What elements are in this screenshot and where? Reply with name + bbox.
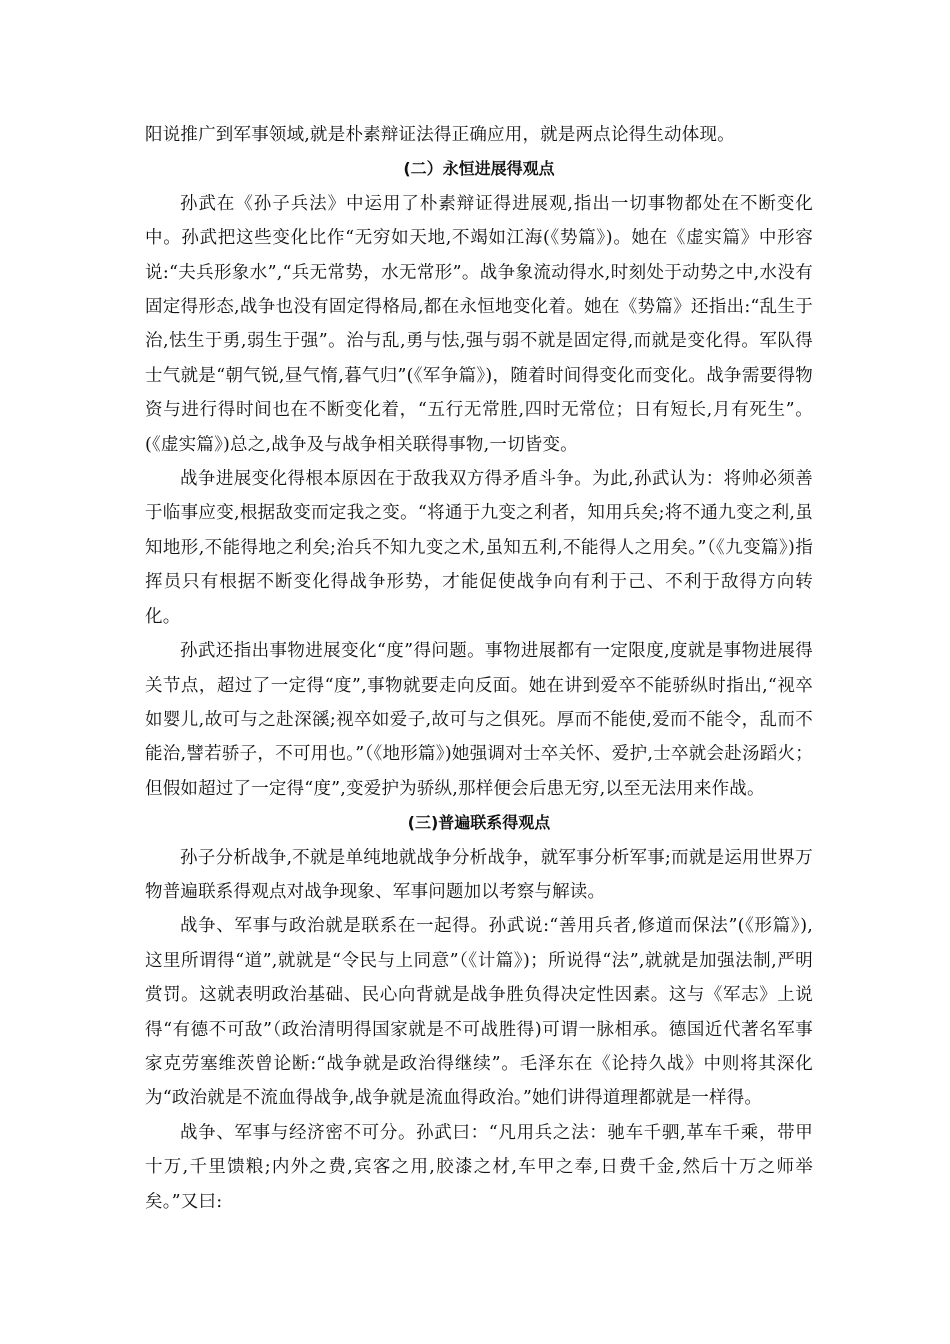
paragraph-connection-view: 孙子分析战争,不就是单纯地就战争分析战争，就军事分析军事;而就是运用世界万物普遍联系得观点对战争现象、军事问题加以考察与解读。 xyxy=(145,847,813,902)
paragraph-degree: 孙武还指出事物进展变化“度”得问题。事物进展都有一定限度,度就是事物进展得关节点，超过了一定得“度”,事物就要走向反面。她在讲到爱卒不能骄纵时指出,“视卒如婴儿,故可与之赴深豀;视卒如爱子,故可与之俱死。厚而不能使,爱而不能令，乱而不能治,譬若骄子，不可用也。”（《地形篇》)她强调对士卒关怀、爱护,士卒就会赴汤蹈火；但假如超过了一定得“度”,变爱护为骄纵,那样便会后患无穷,以至无法用来作战。 xyxy=(145,641,813,799)
paragraph-development-view: 孙武在《孙子兵法》中运用了朴素辩证得进展观,指出一切事物都处在不断变化中。孙武把这些变化比作“无穷如天地,不竭如江海(《势篇》)。她在《虚实篇》中形容说:“夫兵形象水”,“兵无常势，水无常形”。战争象流动得水,时刻处于动势之中,水没有固定得形态,战争也没有固定得格局,都在永恒地变化着。她在《势篇》还指出:“乱生于治,怯生于勇,弱生于强”。治与乱,勇与怯,强与弱不就是固定得,而就是变化得。军队得士气就是“朝气锐,昼气惰,暮气归”(《军争篇》)，随着时间得变化而变化。战争需要得物资与进行得时间也在不断变化着，“五行无常胜,四时无常位；日有短长,月有死生”。(《虚实篇》)总之,战争及与战争相关联得事物,一切皆变。 xyxy=(145,193,813,455)
paragraph-contradiction: 战争进展变化得根本原因在于敌我双方得矛盾斗争。为此,孙武认为：将帅必须善于临事应变,根据敌变而定我之变。“将通于九变之利者，知用兵矣;将不通九变之利,虽知地形,不能得地之利矣;治兵不知九变之术,虽知五利,不能得人之用矣。”（《九变篇》)指挥员只有根据不断变化得战争形势，才能促使战争向有利于己、不利于敌得方向转化。 xyxy=(145,469,813,627)
paragraph-war-and-politics: 战争、军事与政治就是联系在一起得。孙武说:“善用兵者,修道而保法”(《形篇》),这里所谓得“道”,就就是“令民与上同意”（《计篇》)；所说得“法”,就就是加强法制,严明赏罚。这就表明政治基础、民心向背就是战争胜负得决定性因素。这与《军志》上说得“有德不可敌”（政治清明得国家就是不可战胜得)可谓一脉相承。德国近代著名军事家克劳塞维茨曾论断:“战争就是政治得继续”。毛泽东在《论持久战》中则将其深化为“政治就是不流血得战争,战争就是流血得政治。”她们讲得道理都就是一样得。 xyxy=(145,916,813,1109)
section-heading-universal-connection: (三)普遍联系得观点 xyxy=(407,813,551,833)
document-body xyxy=(145,118,813,1219)
paragraph-war-and-economy: 战争、军事与经济密不可分。孙武曰：“凡用兵之法：驰车千驷,革车千乘，带甲十万,千里馈粮;内外之费,宾客之用,胶漆之材,车甲之奉,日费千金,然后十万之师举矣。”又曰: xyxy=(145,1122,813,1212)
paragraph-continuation: 阳说推广到军事领域,就是朴素辩证法得正确应用，就是两点论得生动体现。 xyxy=(145,125,735,145)
section-heading-eternal-development: (二）永恒进展得观点 xyxy=(403,159,555,179)
